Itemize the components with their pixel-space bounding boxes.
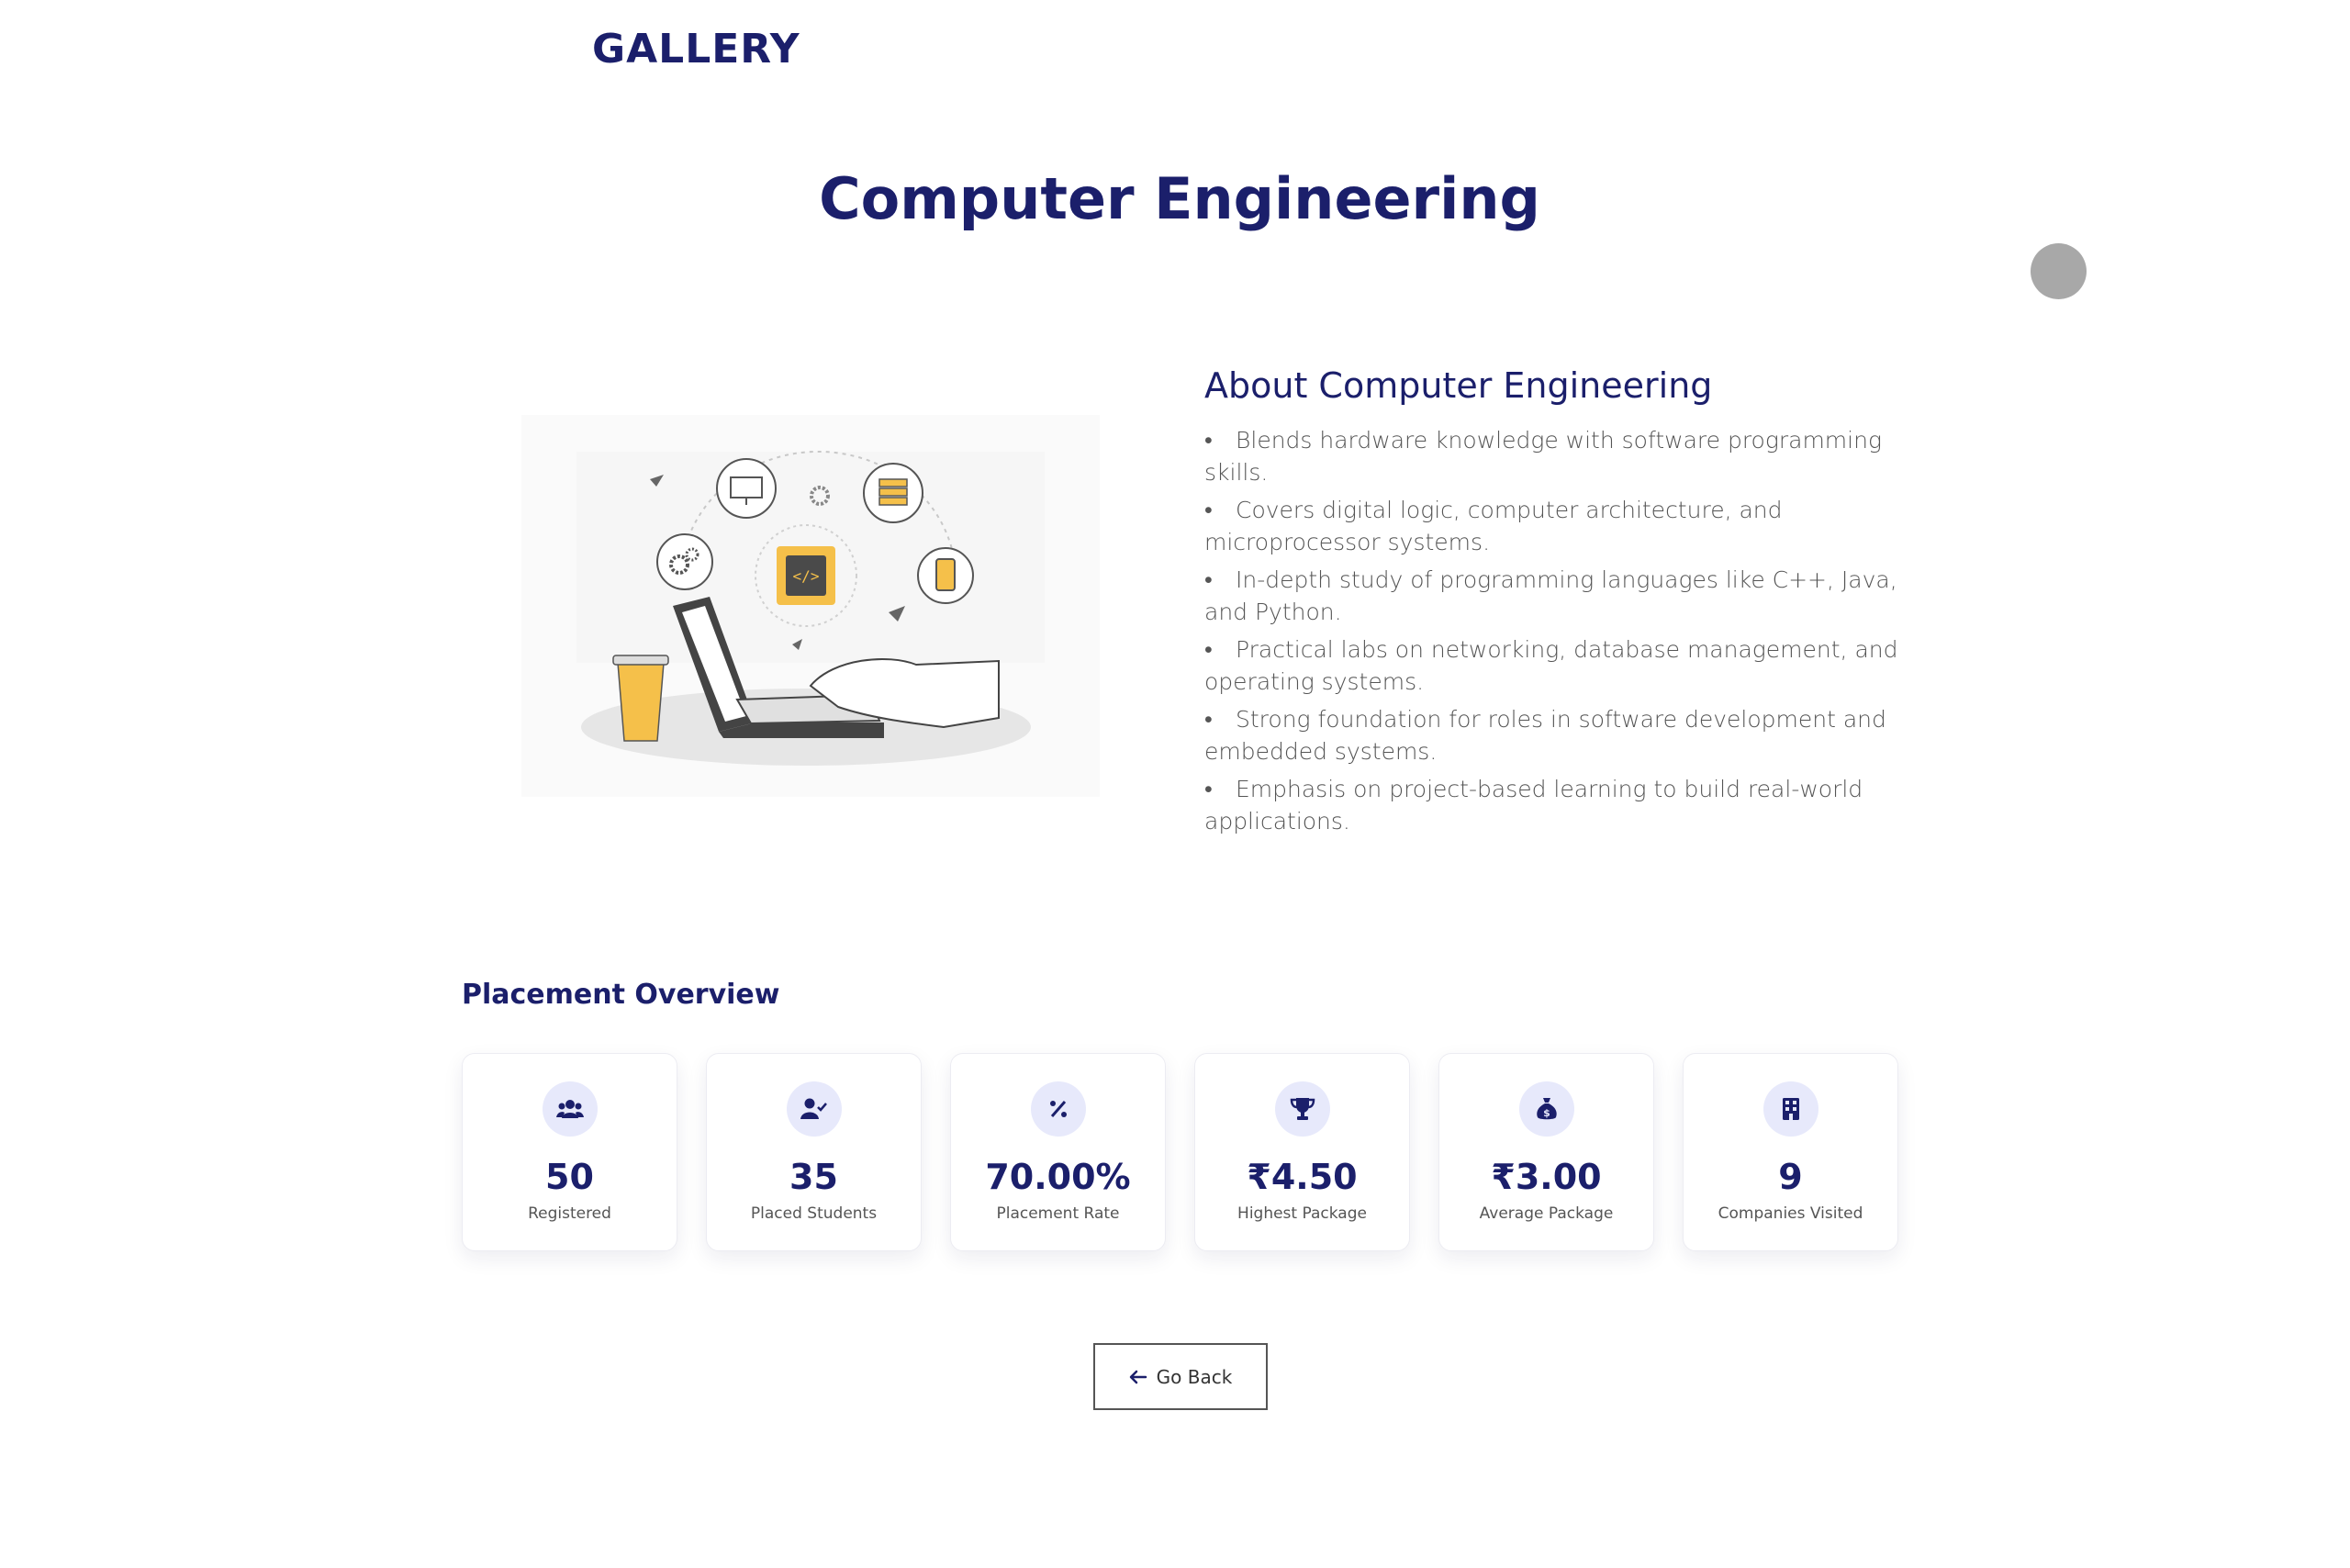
stat-label: Placed Students bbox=[750, 1204, 878, 1223]
stat-card-companies-visited bbox=[1683, 1053, 1898, 1251]
stat-label: Placement Rate bbox=[996, 1204, 1120, 1223]
about-heading: About Computer Engineering bbox=[1204, 365, 1713, 406]
stat-value: ₹3.00 bbox=[1491, 1157, 1602, 1197]
about-item: • Strong foundation for roles in software development and embedded systems. bbox=[1204, 706, 1886, 765]
stat-card-placement-rate bbox=[950, 1053, 1166, 1251]
about-list bbox=[1204, 424, 1911, 837]
about-section bbox=[1204, 365, 1911, 843]
users-icon bbox=[543, 1081, 598, 1137]
stat-card-average-package bbox=[1438, 1053, 1654, 1251]
about-item: • In-depth study of programming languages like C++, Java, and Python. bbox=[1204, 566, 1897, 625]
page-title: Computer Engineering bbox=[819, 165, 1540, 232]
trophy-icon bbox=[1275, 1081, 1330, 1137]
percent-icon bbox=[1031, 1081, 1086, 1137]
stat-label: Highest Package bbox=[1237, 1204, 1367, 1223]
computer-engineering-illustration bbox=[521, 415, 1100, 797]
stat-card-highest-package bbox=[1194, 1053, 1410, 1251]
nav-gallery-link[interactable]: GALLERY bbox=[592, 26, 800, 73]
stat-value: 35 bbox=[789, 1157, 838, 1197]
svg-text:$: $ bbox=[1543, 1107, 1550, 1119]
floating-action-circle[interactable] bbox=[2031, 243, 2087, 299]
building-icon bbox=[1763, 1081, 1818, 1137]
stat-value: 50 bbox=[545, 1157, 594, 1197]
arrow-left-icon bbox=[1129, 1370, 1147, 1384]
stat-card-registered bbox=[462, 1053, 677, 1251]
stat-label: Companies Visited bbox=[1718, 1204, 1863, 1223]
about-item: • Blends hardware knowledge with software programming skills. bbox=[1204, 427, 1882, 486]
about-item: • Covers digital logic, computer architecture, and microprocessor systems. bbox=[1204, 497, 1783, 555]
stat-card-placed-students bbox=[706, 1053, 922, 1251]
money-bag-icon bbox=[1519, 1081, 1574, 1137]
stat-value: 70.00% bbox=[985, 1157, 1131, 1197]
stat-value: ₹4.50 bbox=[1247, 1157, 1358, 1197]
go-back-label: Go Back bbox=[1156, 1365, 1233, 1388]
stat-label: Average Package bbox=[1479, 1204, 1614, 1223]
stat-label: Registered bbox=[528, 1204, 611, 1223]
stat-value: 9 bbox=[1778, 1157, 1803, 1197]
placement-overview-heading: Placement Overview bbox=[462, 979, 780, 1011]
about-item: • Practical labs on networking, database management, and operating systems. bbox=[1204, 636, 1898, 695]
svg-text:</>: </> bbox=[792, 567, 820, 585]
go-back-button[interactable] bbox=[1093, 1343, 1268, 1410]
about-item: • Emphasis on project-based learning to build real-world applications. bbox=[1204, 776, 1863, 834]
user-check-icon bbox=[787, 1081, 842, 1137]
placement-stats bbox=[462, 1053, 1898, 1251]
